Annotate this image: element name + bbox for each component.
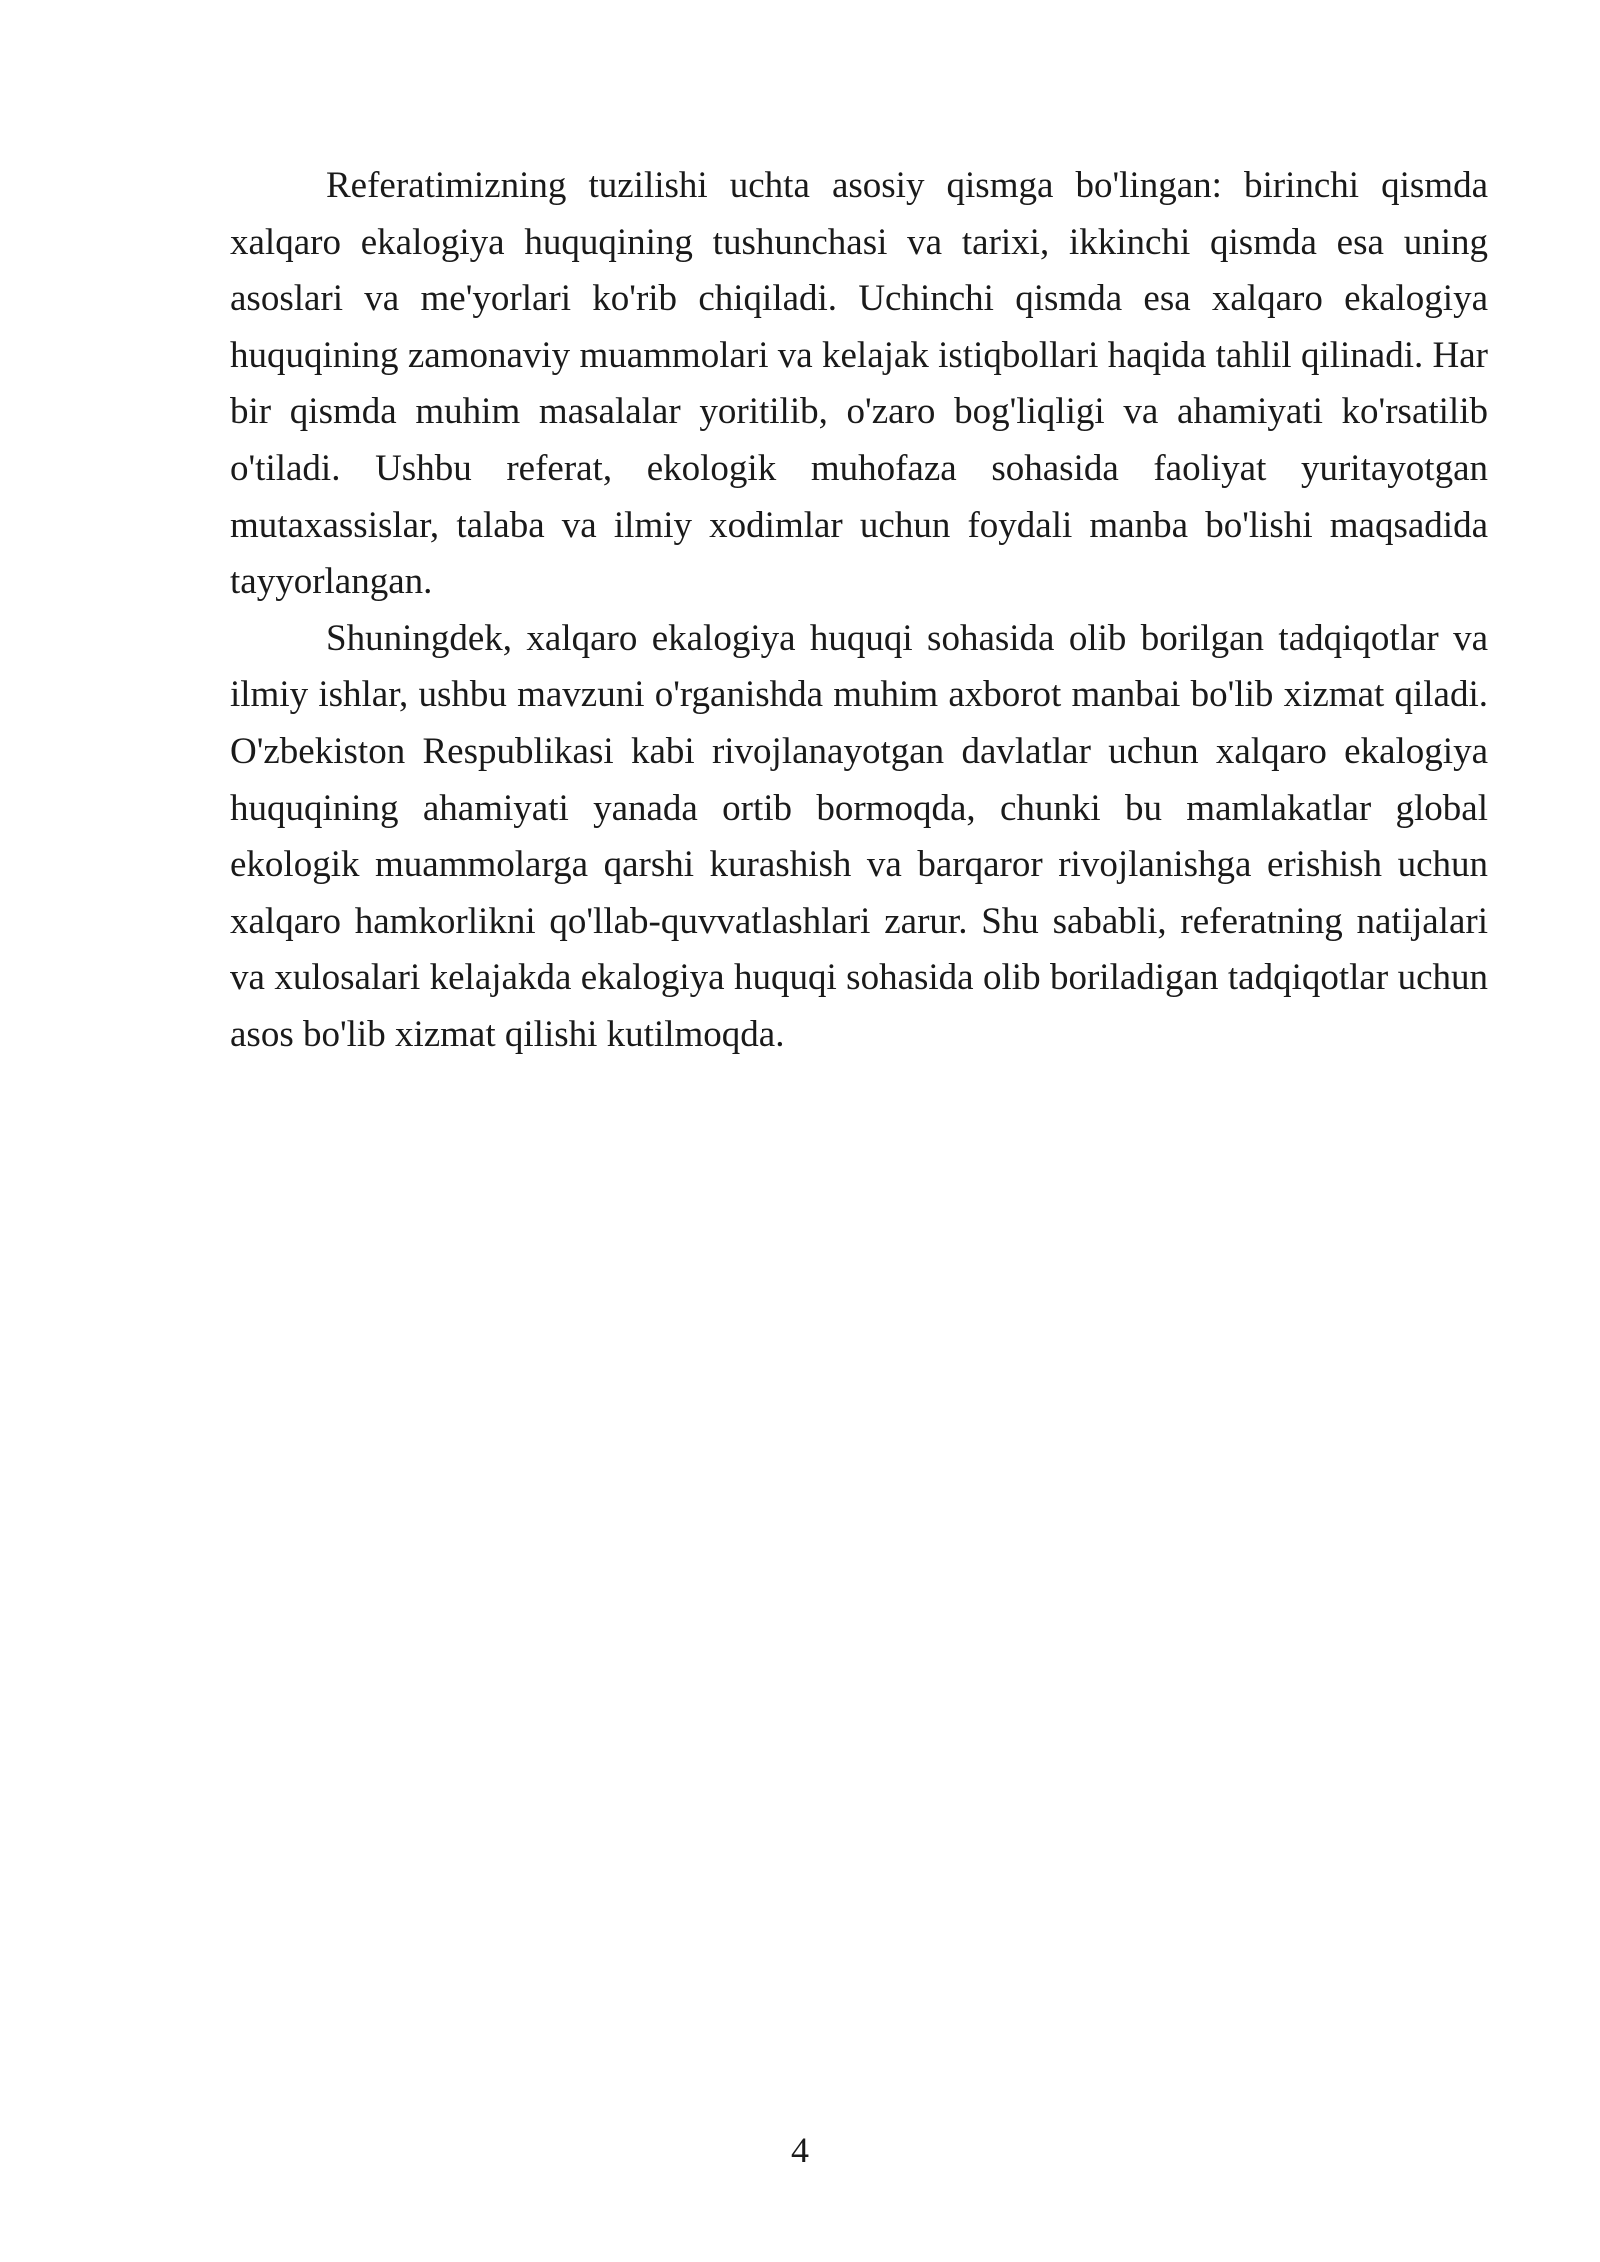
body-text [230,158,1488,1064]
paragraph-1: Referatimizning tuzilishi uchta asosiy qismga bo'lingan: birinchi qismda xalqaro ekalogiya huquqining tushunchasi va tarixi, ikkinchi qismda esa uning asoslari va me'yorlari ko'rib chiqiladi. Uchinchi qismda esa xalqaro ekalogiya huquqining zamonaviy muammolari va kelajak istiqbollari haqida tahlil qilinadi. Har bir qismda muhim masalalar yoritilib, o'zaro bog'liqligi va ahamiyati ko'rsatilib o'tiladi. Ushbu referat, ekologik muhofaza sohasida faoliyat yuritayotgan mutaxassislar, talaba va ilmiy xodimlar uchun foydali manba bo'lishi maqsadida tayyorlangan. [230,165,1488,603]
paragraph-2: Shuningdek, xalqaro ekalogiya huquqi sohasida olib borilgan tadqiqotlar va ilmiy ishlar, ushbu mavzuni o'rganishda muhim axborot manbai bo'lib xizmat qiladi. O'zbekiston Respublikasi kabi rivojlanayotgan davlatlar uchun xalqaro ekalogiya huquqining ahamiyati yanada ortib bormoqda, chunki bu mamlakatlar global ekologik muammolarga qarshi kurashish va barqaror rivojlanishga erishish uchun xalqaro hamkorlikni qo'llab-quvvatlashlari zarur. Shu sababli, referatning natijalari va xulosalari kelajakda ekalogiya huquqi sohasida olib boriladigan tadqiqotlar uchun asos bo'lib xizmat qilishi kutilmoqda. [230,617,1488,1055]
page-number: 4 [791,2130,809,2170]
